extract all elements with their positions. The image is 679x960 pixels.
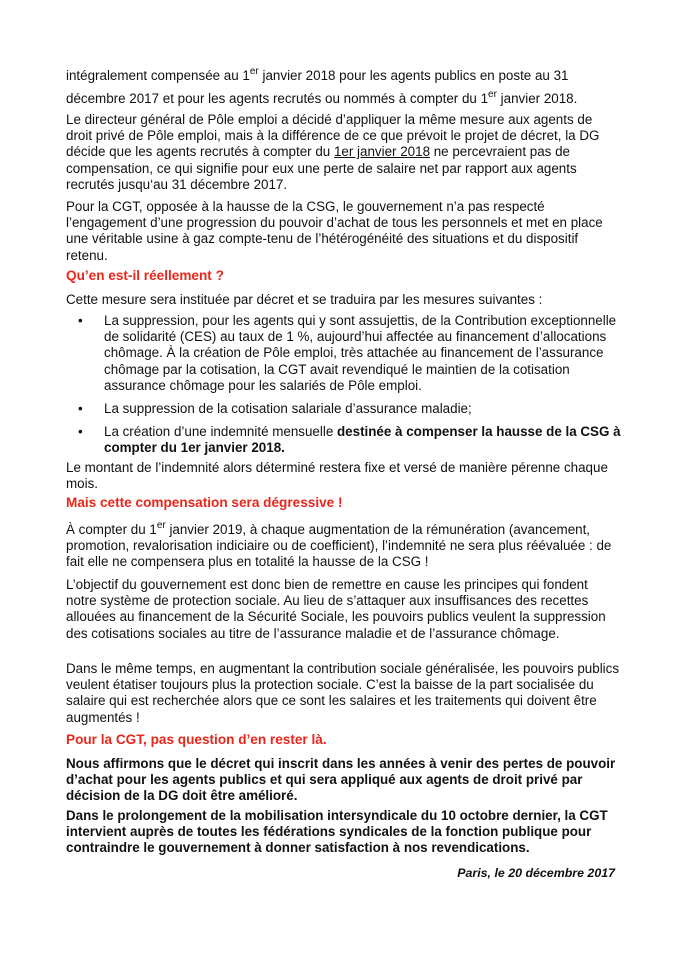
paragraph-prolongement: Dans le prolongement de la mobilisation intersyndicale du 10 octobre dernier, la CGT intervient auprès de toutes les fédérations syndicales de la fonction publique pour contraindre le gouvernement à donner satisfaction à nos revendications. [66,808,608,856]
section-heading-cgt: Pour la CGT, pas question d’en rester là. [66,732,327,747]
paragraph-meme-temps: Dans le même temps, en augmentant la contribution sociale généralisée, les pouvoirs publics veulent étatiser toujours plus la protection sociale. C’est la baisse de la part socialisée du salaire qui est recherchée alors que ce sont les salaires et les traitements qui doivent être augmentés ! [66,661,620,725]
text-2019-a: À compter du 1 [66,522,157,537]
list-item-text: La création d’une indemnité mensuelle [104,424,337,440]
list-item [66,313,622,394]
paragraph-cgt: Pour la CGT, opposée à la hausse de la CSG, le gouvernement n’a pas respecté l’engagement d’une progression du pouvoir d’achat de tous les personnels et met en place une véritable usine à gaz compte-tenu de l’hétérogénéité des situations et du dispositif retenu. [66,199,603,263]
paragraph-montant: Le montant de l’indemnité alors déterminé restera fixe et versé de manière pérenne chaque mois. [66,460,608,492]
signature-date: Paris, le 20 décembre 2017 [457,866,615,880]
measures-list [66,313,622,464]
intro-text-b: janvier 2018 pour les agents publics en poste au 31 décembre 2017 et pour les agents recrutés ou nommés à compter du 1 [66,68,569,106]
list-item [66,401,622,417]
superscript-er: er [488,88,497,100]
list-item-bold-text: destinée à compenser la hausse de la CSG à compter du 1er janvier 2018. [104,424,621,456]
underlined-date: 1er janvier 2018 [333,144,431,160]
intro-text-c: janvier 2018. [496,91,578,106]
paragraph-directeur [66,112,622,193]
directeur-text-a: Le directeur général de Pôle emploi a décidé d’appliquer la même mesure aux agents de droit privé de Pôle emploi, mais à la différence de ce que prévoit le projet de décret, la DG décide que les agents recrutés à compter du [66,112,600,160]
bullet-icon: • [78,401,83,417]
bullet-icon: • [78,313,83,328]
paragraph-mesure: Cette mesure sera instituée par décret et se traduira par les mesures suivantes : [66,292,543,307]
list-item [66,424,622,456]
paragraph-affirmons: Nous affirmons que le décret qui inscrit dans les années à venir des pertes de pouvoir d’achat pour les agents publics et qui sera appliqué aux agents de droit privé par décision de la DG doit être amélioré. [66,756,616,804]
paragraph-intro [66,64,622,110]
section-heading-reellement: Qu’en est-il réellement ? [66,268,224,283]
intro-text-a: intégralement compensée au 1 [66,68,250,83]
section-heading-degressive: Mais cette compensation sera dégressive ! [66,495,343,510]
text-2019-b: janvier 2019, à chaque augmentation de la rémunération (avancement, promotion, revalorisation indiciaire ou de coefficient), l’indemnité ne sera plus réévaluée : de fait elle ne compensera plus en totalité la hausse de la CSG ! [66,522,612,570]
superscript-er: er [249,65,259,77]
paragraph-objectif: L’objectif du gouvernement est donc bien de remettre en cause les principes qui fondent notre système de protection sociale. Au lieu de s’attaquer aux insuffisances des recettes allouées au financement de la Sécurité Sociale, les pouvoirs publics veulent la suppression des cotisations sociales au titre de l’assurance maladie et de l’assurance chômage. [66,577,606,641]
superscript-er: er [156,519,166,531]
list-item-text: La suppression, pour les agents qui y sont assujettis, de la Contribution exceptionnelle de solidarité (CES) au taux de 1 %, aujourd’hui affectée au financement d’allocations chômage. À la création de Pôle emploi, très attachée au financement de l’assurance chômage par la cotisation, la CGT avait revendiqué le maintien de la cotisation assurance chômage pour les salariés de Pôle emploi. [104,313,617,393]
paragraph-2019 [66,519,622,571]
bullet-icon: • [78,424,83,440]
list-item-text: La suppression de la cotisation salariale d’assurance maladie; [104,401,472,417]
directeur-text-b: ne percevraient pas de compensation, ce qui signifie pour eux une perte de salaire net par rapport aux agents recrutés jusqu‘au 31 décembre 2017. [66,144,577,192]
